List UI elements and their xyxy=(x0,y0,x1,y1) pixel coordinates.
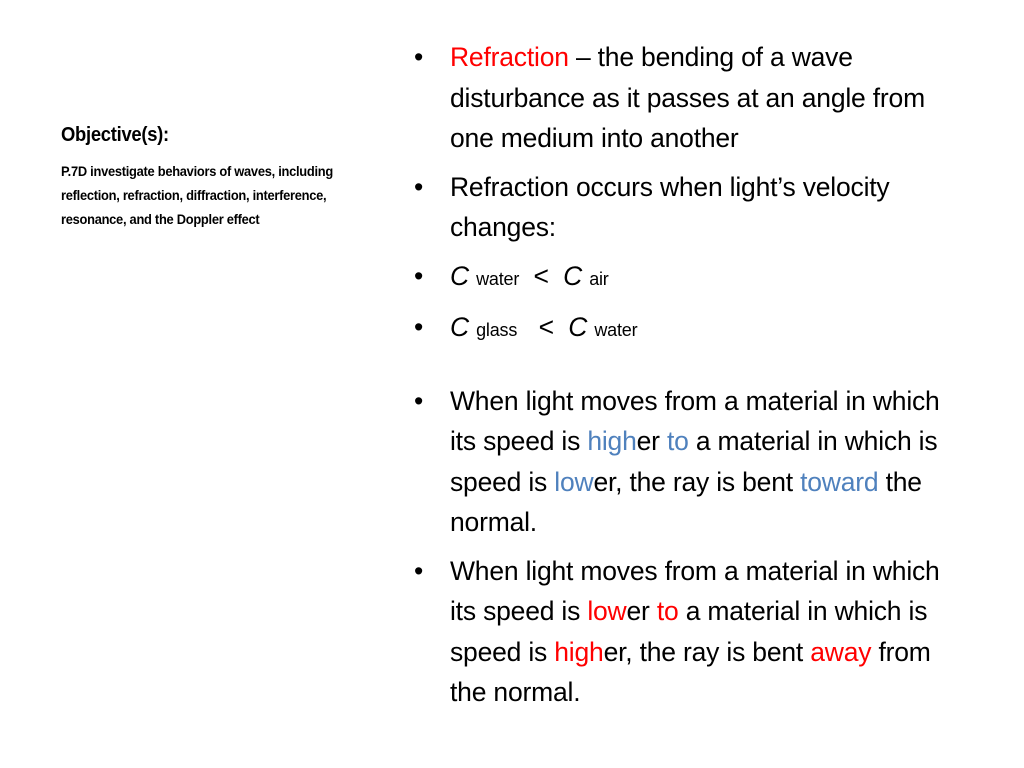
highlight-low: low xyxy=(587,596,627,626)
text-segment: the normal. xyxy=(450,466,922,537)
highlight-away: away xyxy=(810,636,872,667)
text-segment: er, the ray is bent xyxy=(603,636,811,667)
bullet-away-from-normal xyxy=(412,551,972,713)
refraction-definition: – the bending of a wave disturbance as it passes at an angle from one medium into another xyxy=(450,42,925,153)
c-symbol: C xyxy=(563,260,583,291)
text-segment: a material in which is speed is xyxy=(450,596,928,667)
less-than-symbol: < xyxy=(533,260,549,291)
subscript-glass: glass xyxy=(476,320,518,340)
highlight-high: high xyxy=(587,426,637,456)
text-segment: a material in which is speed is xyxy=(450,426,938,497)
text-segment: When light moves from a material in which its speed is xyxy=(450,555,940,626)
highlight-toward: toward xyxy=(800,466,879,497)
bullet-glass-water xyxy=(412,307,972,351)
objective-title: Objective(s): xyxy=(61,124,169,146)
bullet-list xyxy=(412,37,972,713)
text-segment: When light moves from a material in which its speed is xyxy=(450,385,940,456)
subscript-water: water xyxy=(476,268,520,289)
bullet-water-air xyxy=(412,256,972,300)
text-segment: from the normal. xyxy=(450,636,931,707)
velocity-change-text: Refraction occurs when light’s velocity changes: xyxy=(450,171,890,242)
bullet-refraction-definition xyxy=(412,37,972,159)
c-symbol: C xyxy=(450,260,469,291)
highlight-to: to xyxy=(656,596,679,626)
objective-panel xyxy=(61,124,371,231)
text-segment: er xyxy=(636,426,667,456)
objective-text: P.7D investigate behaviors of waves, including reflection, refraction, diffraction, interference, resonance, and the Doppler effect xyxy=(61,163,333,227)
subscript-water: water xyxy=(594,320,638,340)
refraction-term: Refraction xyxy=(450,42,569,72)
bullet-toward-normal xyxy=(412,381,972,543)
c-symbol: C xyxy=(568,312,588,342)
highlight-high: high xyxy=(554,636,604,667)
subscript-air: air xyxy=(589,268,609,289)
text-segment: er, the ray is bent xyxy=(593,466,801,497)
c-symbol: C xyxy=(450,312,469,342)
highlight-low: low xyxy=(554,466,594,497)
text-segment: er xyxy=(626,596,657,626)
less-than-symbol: < xyxy=(538,312,554,342)
highlight-to: to xyxy=(666,426,689,456)
bullet-velocity-change xyxy=(412,167,972,248)
